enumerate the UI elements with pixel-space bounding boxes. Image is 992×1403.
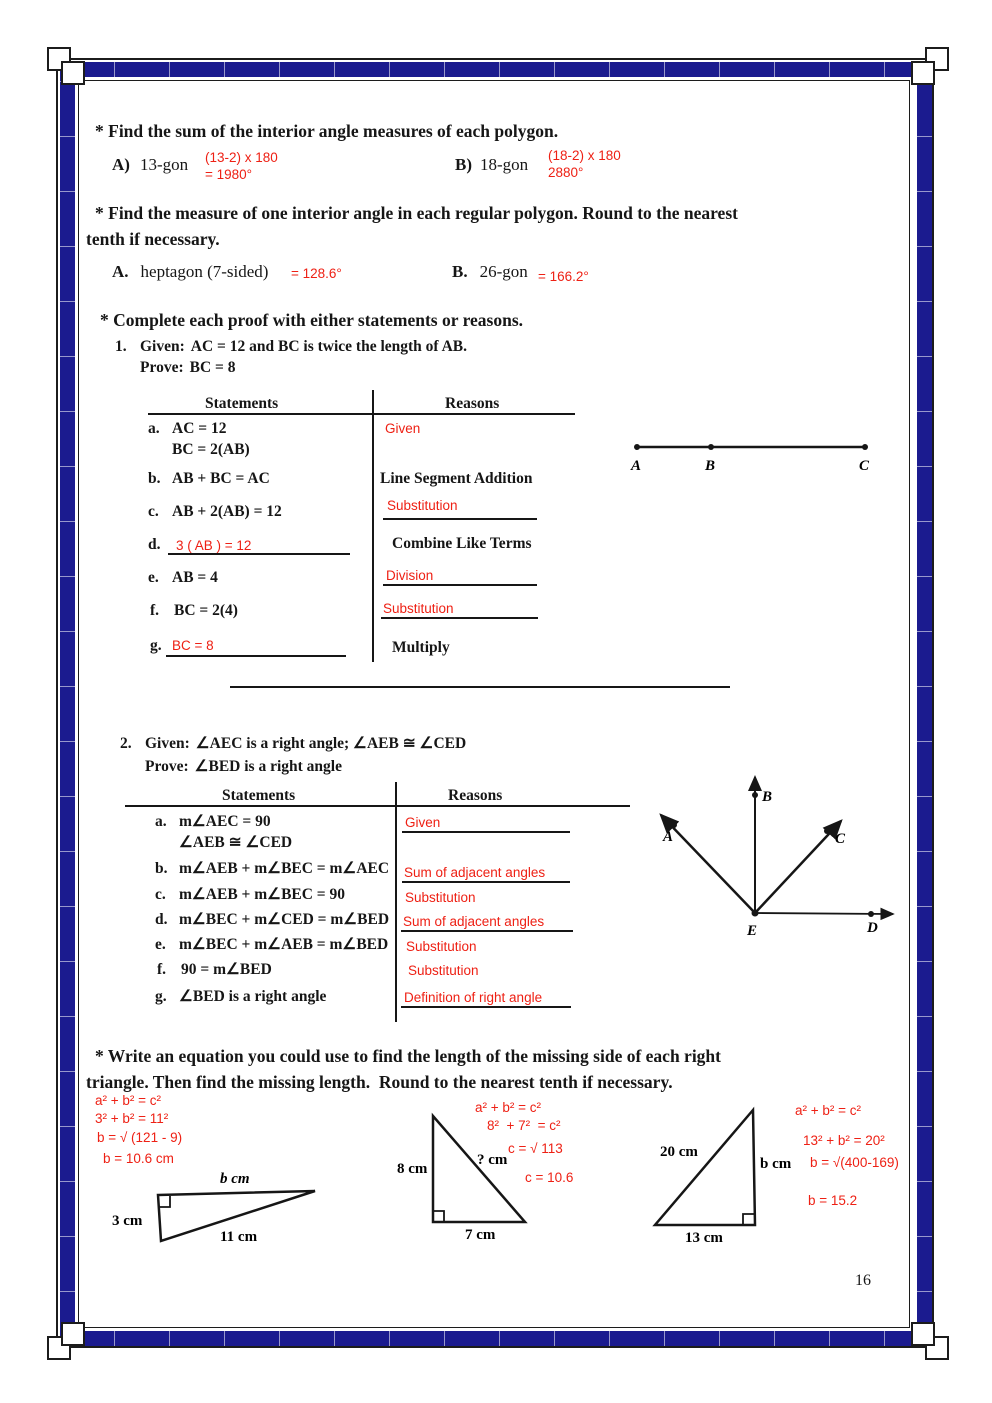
right-triangle-1 — [100, 1163, 330, 1255]
t1-work-line4: b = 10.6 cm — [103, 1151, 174, 1166]
point-c-dot — [824, 828, 830, 834]
right-triangle-3 — [638, 1098, 803, 1250]
proof1-row-b-reason: Line Segment Addition — [380, 470, 533, 487]
item-b-work-line2: 2880° — [548, 165, 584, 180]
point-a-label: A — [631, 458, 642, 474]
row-label: f. — [150, 602, 160, 619]
proof2-row-b-reason: Sum of adjacent angles — [404, 865, 546, 880]
row-label: c. — [148, 503, 159, 520]
proof1-prove-text: BC = 8 — [189, 359, 236, 376]
row-statement: m∠BEC + m∠AEB = m∠BED — [179, 936, 389, 953]
section-divider-line — [230, 686, 730, 688]
row-label: d. — [155, 911, 168, 928]
t3-hypotenuse-label: 20 cm — [660, 1144, 698, 1160]
proof1-row-a-statement2: BC = 2(AB) — [172, 441, 250, 458]
proof2-given-text: ∠AEC is a right angle; ∠AEB ≅ ∠CED — [195, 735, 467, 752]
answer-blank-line — [401, 1006, 571, 1008]
t3-side-bottom-label: 13 cm — [685, 1230, 723, 1246]
proof2-row-e-reason: Substitution — [406, 939, 477, 954]
t2-work-line4: c = 10.6 — [525, 1170, 574, 1185]
point-c-label: C — [859, 458, 870, 474]
frame-corner-square — [911, 61, 935, 85]
section2-title-line2: tenth if necessary. — [86, 229, 220, 249]
point-d-label: D — [867, 920, 878, 936]
item-a-text: 13-gon — [139, 155, 189, 174]
point-b-label: B — [762, 789, 773, 805]
right-angle-marker — [433, 1211, 444, 1222]
row-label: g. — [150, 637, 162, 654]
proof2-row-a-statement2: ∠AEB ≅ ∠CED — [179, 834, 293, 851]
t1-work-line2: 3² + b² = 11² — [95, 1111, 169, 1126]
answer-blank-line — [402, 881, 570, 883]
item-a-answer: = 128.6° — [291, 266, 342, 281]
t2-work-line1: a² + b² = c² — [475, 1100, 542, 1115]
proof2-column-divider — [395, 782, 397, 1022]
row-label: f. — [157, 961, 167, 978]
t3-side-right-label: b cm — [760, 1156, 792, 1172]
proof1-col-statements: Statements — [205, 395, 279, 412]
item-a-label: A. — [112, 262, 129, 281]
point-a-dot — [671, 822, 677, 828]
row-statement: BC = 2(4) — [174, 602, 238, 619]
row-statement: 90 = m∠BED — [181, 961, 272, 978]
t2-side-left-label: 8 cm — [397, 1161, 428, 1177]
frame-corner-square — [61, 61, 85, 85]
t3-work-line2: 13² + b² = 20² — [803, 1133, 885, 1148]
t2-side-bottom-label: 7 cm — [465, 1227, 496, 1243]
row-label: e. — [155, 936, 166, 953]
point-a-label: A — [663, 829, 674, 845]
proof2-number: 2. — [120, 735, 132, 752]
t2-hypotenuse-label: ? cm — [477, 1152, 508, 1168]
proof2-row-a-reason: Given — [405, 815, 441, 830]
proof2-row-c — [155, 886, 345, 904]
row-label: d. — [148, 536, 161, 553]
section4-title-line1: * Write an equation you could use to find the length of the missing side of each right — [95, 1046, 721, 1066]
proof2-row-g — [155, 988, 326, 1006]
answer-blank-line — [381, 617, 538, 619]
answer-blank-line — [383, 518, 537, 520]
row-label: c. — [155, 886, 166, 903]
proof1-row-a-reason: Given — [385, 421, 421, 436]
frame-band-right — [917, 62, 932, 1346]
t1-work-line1: a² + b² = c² — [95, 1093, 162, 1108]
right-triangle-2 — [395, 1106, 560, 1246]
proof1-column-divider — [372, 390, 374, 662]
proof1-row-e — [148, 569, 218, 587]
t3-work-line4: b = 15.2 — [808, 1193, 858, 1208]
angle-diagram — [643, 763, 903, 941]
segment-diagram — [625, 425, 880, 477]
point-a-dot — [634, 444, 640, 450]
frame-corner-square — [911, 1322, 935, 1346]
ray-ea — [661, 815, 755, 913]
frame-band-left — [60, 62, 75, 1346]
proof1-row-c — [148, 503, 282, 521]
proof1-col-reasons: Reasons — [445, 395, 500, 412]
row-statement: m∠AEC = 90 — [179, 813, 271, 830]
page-number: 16 — [855, 1272, 871, 1289]
item-b-answer: = 166.2° — [538, 269, 589, 284]
vertex-e-dot — [752, 910, 759, 917]
t1-side-left-label: 3 cm — [112, 1213, 143, 1229]
proof2-header-rule — [125, 805, 630, 807]
point-b-dot — [752, 792, 758, 798]
point-b-label: B — [705, 458, 716, 474]
triangle-outline — [433, 1116, 525, 1222]
proof1-row-d-statement: 3 ( AB ) = 12 — [176, 538, 252, 553]
frame-band-bottom — [60, 1331, 932, 1346]
section4-title-line2: triangle. Then find the missing length. Round to the nearest tenth if necessary. — [86, 1072, 673, 1092]
proof2-row-f-reason: Substitution — [408, 963, 479, 978]
proofs-title: * Complete each proof with either statements or reasons. — [100, 310, 524, 330]
row-statement: m∠AEB + m∠BEC = m∠AEC — [179, 860, 390, 877]
t1-work-line3: b = √ (121 - 9) — [97, 1130, 183, 1145]
proof2-row-d-reason: Sum of adjacent angles — [403, 914, 545, 929]
row-statement: AB + BC = AC — [172, 470, 270, 487]
row-statement: m∠AEB + m∠BEC = 90 — [179, 886, 346, 903]
row-statement: AC = 12 — [172, 420, 227, 437]
proof1-given-label: Given: — [140, 338, 185, 355]
proof2-col-reasons: Reasons — [448, 787, 503, 804]
proof1-row-f — [150, 602, 238, 620]
proof1-row-d-reason: Combine Like Terms — [392, 535, 532, 552]
row-label: a. — [155, 813, 167, 830]
point-c-dot — [862, 444, 868, 450]
proof1-row-d — [148, 536, 172, 554]
section1-title: * Find the sum of the interior angle measures of each polygon. — [95, 121, 559, 141]
proof2-prove-label: Prove: — [145, 758, 189, 775]
proof1-given-text: AC = 12 and BC is twice the length of AB. — [190, 338, 467, 355]
item-a-work-line1: (13-2) x 180 — [205, 150, 278, 165]
proof1-header-rule — [148, 413, 575, 415]
right-angle-marker — [159, 1196, 170, 1207]
proof2-row-g-reason: Definition of right angle — [404, 990, 543, 1005]
frame-band-top — [60, 62, 932, 77]
proof1-prove-label: Prove: — [140, 359, 184, 376]
row-label: g. — [155, 988, 167, 1005]
proof1-row-c-reason: Substitution — [387, 498, 458, 513]
triangle-outline — [655, 1110, 755, 1225]
proof2-row-c-reason: Substitution — [405, 890, 476, 905]
proof1-number: 1. — [115, 338, 127, 355]
proof1-row-b — [148, 470, 270, 488]
item-b-work-line1: (18-2) x 180 — [548, 148, 621, 163]
proof2-col-statements: Statements — [222, 787, 296, 804]
t1-side-top-label: b cm — [220, 1171, 250, 1187]
point-c-label: C — [835, 831, 846, 847]
t3-work-line3: b = √(400-169) — [810, 1155, 899, 1170]
row-label: a. — [148, 420, 160, 437]
row-statement: m∠BEC + m∠CED = m∠BED — [179, 911, 390, 928]
proof2-row-f — [157, 961, 272, 979]
proof1-row-g-statement: BC = 8 — [172, 638, 214, 653]
proof1-row-g — [150, 637, 174, 655]
item-b-text: 26-gon — [479, 262, 528, 281]
t1-hypotenuse-label: 11 cm — [220, 1229, 258, 1245]
point-d-dot — [868, 911, 874, 917]
t2-work-line3: c = √ 113 — [508, 1141, 563, 1156]
point-b-dot — [708, 444, 714, 450]
item-a-work-line2: = 1980° — [205, 167, 253, 182]
proof2-prove-text: ∠BED is a right angle — [194, 758, 342, 775]
t3-work-line1: a² + b² = c² — [795, 1103, 862, 1118]
answer-blank-line — [168, 553, 350, 555]
proof1-row-g-reason: Multiply — [392, 639, 450, 656]
row-statement: AB = 4 — [172, 569, 218, 586]
item-b-label: B. — [452, 262, 468, 281]
item-b-text: 18-gon — [480, 155, 529, 174]
section2-title-line1: * Find the measure of one interior angle in each regular polygon. Round to the nearest — [95, 203, 738, 223]
proof2-row-e — [155, 936, 388, 954]
answer-blank-line — [383, 584, 537, 586]
t2-work-line2: 8² + 7² = c² — [487, 1118, 561, 1133]
row-label: e. — [148, 569, 159, 586]
frame-corner-square — [61, 1322, 85, 1346]
item-a-label: A) — [112, 155, 130, 174]
proof2-given-label: Given: — [145, 735, 190, 752]
answer-blank-line — [402, 831, 570, 833]
item-b-label: B) — [455, 155, 472, 174]
row-label: b. — [155, 860, 168, 877]
proof2-row-b — [155, 860, 389, 878]
row-label: b. — [148, 470, 161, 487]
proof1-row-f-reason: Substitution — [383, 601, 454, 616]
row-statement: ∠BED is a right angle — [179, 988, 327, 1005]
right-angle-marker — [743, 1214, 754, 1225]
ray-ec — [755, 821, 841, 913]
row-statement: AB + 2(AB) = 12 — [172, 503, 282, 520]
answer-blank-line — [401, 930, 573, 932]
answer-blank-line — [166, 655, 346, 657]
proof1-row-a — [148, 420, 226, 438]
vertex-e-label: E — [747, 923, 758, 939]
proof2-row-d — [155, 911, 389, 929]
item-a-text: heptagon (7-sided) — [140, 262, 269, 281]
proof1-row-e-reason: Division — [386, 568, 434, 583]
proof2-row-a — [155, 813, 271, 831]
